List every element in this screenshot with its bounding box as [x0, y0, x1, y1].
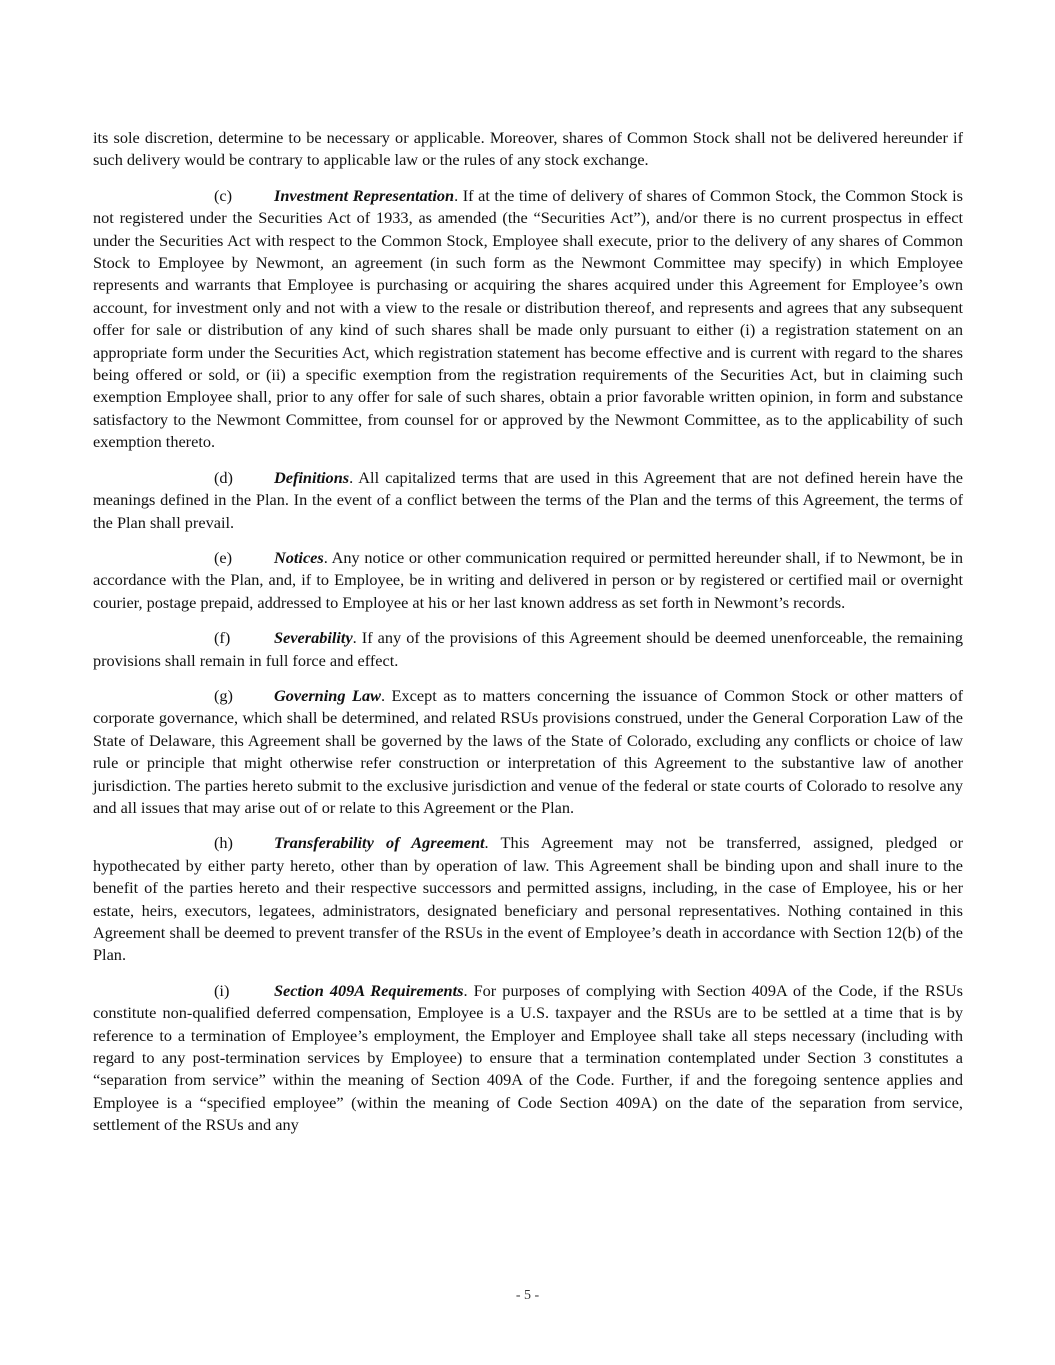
section-g-label: (g): [214, 685, 233, 705]
section-f-text: . If any of the provisions of this Agreement should be deemed unenforceable, the remaining provisions shall remain in full force and effect.: [93, 628, 963, 670]
section-f-label: (f): [214, 628, 231, 648]
section-i-text: . For purposes of complying with Section 409A of the Code, if the RSUs constitute non-qualified deferred compensation, Employee is a U.S. taxpayer and the RSUs are to be settled at a time that is by reference to a termination of Employee’s employment, the Employer and Employee shall take all steps necessary (including with regard to any post-termination services by Employee) to ensure that a termination contemplated under Section 3 constitutes a “separation from service” within the meaning of Section 409A of the Code. Further, if and the foregoing sentence applies and Employee is a “specified employee” (within the meaning of Code Section 409A) on the date of the separation from service, settlement of the RSUs and any: [93, 980, 964, 1135]
document-body: [93, 127, 963, 1150]
section-h-text: . This Agreement may not be transferred, assigned, pledged or hypothecated by either party hereto, other than by operation of law. This Agreement shall be binding upon and shall inure to the benefit of the parties hereto and their respective successors and permitted assigns, including, in the case of Employee, his or her estate, heirs, executors, legatees, administrators, designated beneficiary and personal representatives. Nothing contained in this Agreement shall be deemed to prevent transfer of the RSUs in the event of Employee’s death in accordance with Section 12(b) of the Plan.: [93, 833, 963, 965]
section-e-title: Notices: [274, 547, 324, 567]
section-e-paragraph: [93, 547, 963, 614]
section-h-label: (h): [214, 833, 233, 853]
section-c-title: Investment Representation: [274, 185, 455, 205]
section-i-label: (i): [214, 980, 230, 1000]
section-e-text: . Any notice or other communication required or permitted hereunder shall, if to Newmont, be in accordance with the Plan, and, if to Employee, be in writing and delivered in person or by registered or certified mail or overnight courier, postage prepaid, addressed to Employee at his or her last known address as set forth in Newmont’s records.: [93, 547, 963, 612]
section-f-paragraph: [93, 627, 963, 672]
intro-paragraph: its sole discretion, determine to be necessary or applicable. Moreover, shares of Common Stock shall not be delivered hereunder if such delivery would be contrary to applicable law or the rules of any stock exchange.: [93, 128, 963, 170]
section-i-title: Section 409A Requirements: [274, 980, 464, 1000]
page-number: - 5 -: [515, 1288, 540, 1303]
section-e-label: (e): [214, 547, 233, 567]
section-d-paragraph: [93, 467, 963, 534]
section-h-paragraph: [93, 832, 963, 966]
section-d-title: Definitions: [274, 467, 350, 487]
section-c-paragraph: [93, 185, 963, 454]
section-h-title: Transferability of Agreement: [274, 833, 485, 853]
section-c-label: (c): [214, 185, 233, 205]
section-g-text: . Except as to matters concerning the issuance of Common Stock or other matters of corporate governance, which shall be determined, and related RSUs provisions construed, under the General Corporation Law of the State of Delaware, this Agreement shall be governed by the laws of the State of Colorado, excluding any conflicts or choice of law rule or principle that might otherwise refer construction or interpretation of this Agreement to the substantive law of another jurisdiction. The parties hereto submit to the exclusive jurisdiction and venue of the federal or state courts of Colorado to resolve any and all issues that may arise out of or relate to this Agreement or the Plan.: [93, 685, 963, 817]
section-d-label: (d): [214, 467, 233, 487]
section-i-paragraph: [93, 980, 963, 1137]
section-c-text: . If at the time of delivery of shares of Common Stock, the Common Stock is not registered under the Securities Act of 1933, as amended (the “Securities Act”), and/or there is no current prospectus in effect under the Securities Act with respect to the Common Stock, Employee shall execute, prior to the delivery of any shares of Common Stock to Employee by Newmont, an agreement (in such form as the Newmont Committee may specify) in which Employee represents and warrants that Employee is purchasing or acquiring the shares acquired under this Agreement for Employee’s own account, for investment only and not with a view to the resale or distribution thereof, and represents and agrees that any subsequent offer for sale or distribution of any kind of such shares shall be made only pursuant to either (i) a registration statement on an appropriate form under the Securities Act, which registration statement has become effective and is current with regard to the shares being offered or sold, or (ii) a specific exemption from the registration requirements of the Securities Act, but in claiming such exemption Employee shall, prior to any offer for sale of such shares, obtain a prior favorable written opinion, in form and substance satisfactory to the Newmont Committee, from counsel for or approved by the Newmont Committee, as to the applicability of such exemption thereto.: [93, 185, 963, 452]
section-g-title: Governing Law: [274, 685, 381, 705]
section-f-title: Severability: [274, 628, 353, 648]
section-d-text: . All capitalized terms that are used in this Agreement that are not defined herein have the meanings defined in the Plan. In the event of a conflict between the terms of the Plan and the terms of this Agreement, the terms of the Plan shall prevail.: [93, 467, 963, 532]
section-g-paragraph: [93, 685, 963, 819]
